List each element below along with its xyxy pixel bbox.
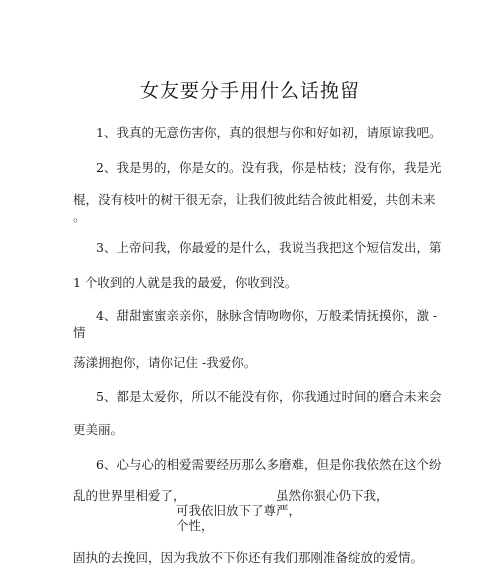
paragraph-6-line-5: 固执的去挽回，因为我放不下你还有我们那刚准备绽放的爱情。 <box>73 550 424 565</box>
paragraph-5-line-2: 更美丽。 <box>73 422 124 437</box>
paragraph-6-line-1: 6、心与心的相爱需要经历那么多磨难，但是你我依然在这个纷 <box>96 457 442 472</box>
paragraph-2-line-1: 2、我是男的，你是女的。没有我，你是枯枝；没有你，我是光 <box>96 160 442 175</box>
paragraph-2-line-2: 棍，没有枝叶的树干很无奈，让我们彼此结合彼此相爱，共创未来 <box>73 192 436 207</box>
paragraph-2-line-3: 。 <box>73 209 86 224</box>
paragraph-6-line-2: 乱的世界里相爱了， <box>73 488 186 503</box>
paragraph-4-line-2: 情 <box>73 325 86 340</box>
paragraph-6-line-2b: 虽然你狠心仍下我， <box>276 488 389 503</box>
paragraph-5-line-1: 5、都是太爱你，所以不能没有你，你我通过时间的磨合未来会 <box>96 389 442 404</box>
paragraph-4-line-1: 4、甜甜蜜蜜亲亲你，脉脉含情吻吻你，万般柔情抚摸你，激 - <box>96 308 438 323</box>
paragraph-4-line-3: 荡漾拥抱你，请你记住 -我爱你。 <box>73 355 257 370</box>
paragraph-3-line-1: 3、上帝问我，你最爱的是什么，我说当我把这个短信发出，第 <box>96 240 442 255</box>
paragraph-1-line-1: 1、我真的无意伤害你，真的很想与你和好如初，请原谅我吧。 <box>96 125 442 140</box>
paragraph-6-line-3: 可我依旧放下了尊严， <box>176 503 302 518</box>
paragraph-3-line-2: 1 个收到的人就是我的最爱，你收到没。 <box>73 275 298 290</box>
document-title: 女友要分手用什么话挽留 <box>139 80 360 102</box>
paragraph-6-line-4: 个性， <box>176 518 214 533</box>
